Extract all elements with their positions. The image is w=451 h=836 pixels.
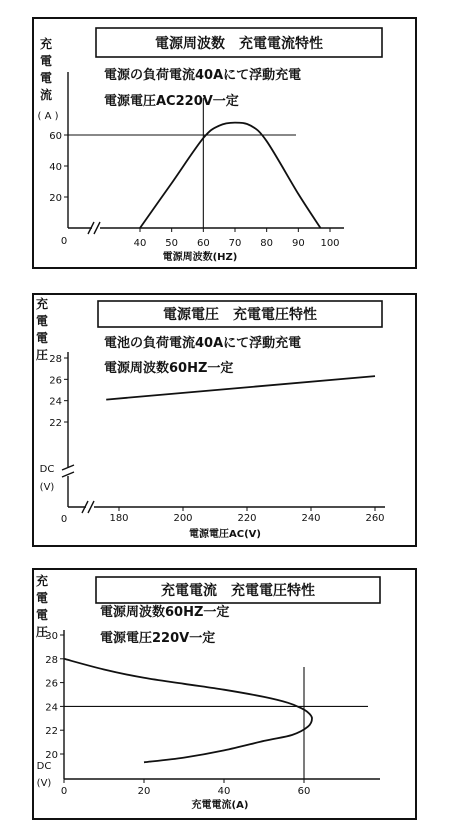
chart-2-ylabel-char-1: 充 bbox=[35, 297, 49, 311]
chart-3-title: 充電電流 充電電圧特性 bbox=[161, 583, 315, 599]
chart-1-note-1: 電源の負荷電流40Aにて浮動充電 bbox=[104, 68, 302, 83]
chart-panel-3 bbox=[33, 569, 416, 819]
chart-3-y-tick-label: 26 bbox=[45, 678, 58, 690]
chart-2-y-tick-label: 28 bbox=[49, 354, 62, 365]
chart-2-ylabel-char-4: 圧 bbox=[35, 348, 49, 362]
chart-3-x-tick-label: 60 bbox=[297, 786, 311, 797]
chart-3-x-tick-label: 40 bbox=[217, 786, 231, 797]
chart-2-note-1: 電池の負荷電流40Aにて浮動充電 bbox=[104, 336, 302, 351]
chart-3-y-tick-label: 20 bbox=[45, 750, 58, 761]
chart-2-ylabel-char-3: 電 bbox=[35, 331, 49, 345]
chart-2-note-2: 電源周波数60HZ一定 bbox=[104, 361, 234, 376]
chart-2-x-tick-label: 240 bbox=[301, 513, 321, 524]
chart-2-y-tick-label: 22 bbox=[49, 418, 62, 429]
chart-1-x-tick-label: 40 bbox=[133, 238, 147, 249]
chart-1-x-tick-label: 90 bbox=[291, 238, 305, 249]
chart-1-x-tick-label: 50 bbox=[165, 238, 179, 249]
chart-3-y-tick-label: 22 bbox=[45, 726, 58, 738]
chart-2-title: 電源電圧 充電電圧特性 bbox=[163, 307, 317, 323]
chart-1-note-2: 電源電圧AC220V一定 bbox=[104, 94, 239, 109]
chart-3-xlabel: 充電電流(A) bbox=[191, 800, 249, 811]
chart-1-x-tick-label: 80 bbox=[260, 238, 274, 249]
chart-3-x-tick-label: 0 bbox=[60, 786, 68, 797]
chart-1-title: 電源周波数 充電電流特性 bbox=[155, 36, 323, 52]
chart-3-ylabel-char-3: 電 bbox=[35, 608, 49, 622]
chart-1-x-tick-label: 60 bbox=[196, 238, 210, 249]
chart-1-ylabel-char-2: 電 bbox=[39, 54, 53, 68]
chart-1-y-tick-label: 60 bbox=[49, 131, 62, 142]
chart-1-y-tick-label: 40 bbox=[49, 162, 62, 173]
chart-panel-2 bbox=[33, 294, 416, 546]
chart-3-y-tick-label: 24 bbox=[45, 702, 58, 714]
chart-3-yunit-v: (V) bbox=[36, 778, 52, 789]
chart-1-ylabel-char-3: 電 bbox=[39, 71, 53, 85]
chart-1-yunit: ( A ) bbox=[37, 111, 59, 122]
chart-3-ylabel-char-1: 充 bbox=[35, 574, 49, 588]
chart-3-yunit-dc: DC bbox=[36, 761, 52, 772]
chart-2-y-tick-label: 26 bbox=[49, 375, 62, 387]
chart-1-xlabel: 電源周波数(HZ) bbox=[162, 252, 238, 263]
chart-2-y-tick-label: 24 bbox=[49, 396, 62, 408]
chart-2-yunit-dc: DC bbox=[39, 464, 55, 475]
chart-3-ylabel-char-2: 電 bbox=[35, 591, 49, 605]
chart-3-x-tick-label: 20 bbox=[137, 786, 151, 797]
chart-2-x-tick-label: 260 bbox=[365, 513, 385, 524]
chart-1-ylabel-char-1: 充 bbox=[39, 37, 53, 51]
chart-1-x-tick-label: 70 bbox=[228, 238, 242, 249]
chart-3-y-tick-label: 30 bbox=[45, 631, 58, 642]
chart-3-ylabel-char-4: 圧 bbox=[35, 625, 49, 639]
chart-2-ylabel-char-2: 電 bbox=[35, 314, 49, 328]
chart-2-x-tick-label: 180 bbox=[109, 513, 129, 524]
chart-2-origin-label: 0 bbox=[60, 514, 68, 525]
chart-3-note-2: 電源電圧220V一定 bbox=[100, 631, 216, 646]
chart-panel-1 bbox=[33, 18, 416, 268]
chart-2-x-tick-label: 200 bbox=[173, 513, 193, 524]
chart-2-x-tick-label: 220 bbox=[237, 513, 257, 524]
chart-1-x-tick-label: 100 bbox=[320, 238, 340, 249]
chart-3-y-tick-label: 28 bbox=[45, 654, 58, 666]
chart-1-ylabel-char-4: 流 bbox=[39, 88, 53, 102]
chart-3-note-1: 電源周波数60HZ一定 bbox=[100, 605, 230, 620]
chart-2-xlabel: 電源電圧AC(V) bbox=[189, 529, 261, 540]
chart-1-y-tick-label: 20 bbox=[49, 193, 62, 204]
chart-1-origin-label: 0 bbox=[60, 236, 68, 247]
chart-2-yunit-v: (V) bbox=[39, 482, 55, 493]
